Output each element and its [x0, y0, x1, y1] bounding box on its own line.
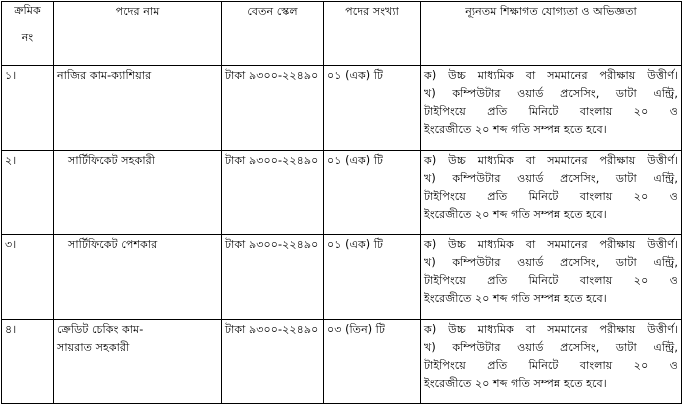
table-row: [2, 235, 682, 320]
qualification-line: ইংরেজীতে ২০ শব্দ গতি সম্পন্ন হতে হবে।: [424, 376, 607, 390]
qualification-cell: [421, 66, 682, 151]
qualification-line: খ) কম্পিউটার ওয়ার্ড প্রসেসিং, ডাটা এন্ট্রি,: [424, 171, 678, 185]
serial-cell: ২।: [2, 150, 54, 235]
qualification-line: ক) উচ্চ মাধ্যমিক বা সমমানের পরীক্ষায় উত্তীর্ণ।: [424, 153, 678, 167]
job-title-cell: [54, 66, 222, 151]
job-title-cell: [54, 235, 222, 320]
scale-header: বেতন স্কেল: [222, 2, 324, 66]
serial-header-line2: নং: [21, 30, 34, 44]
job-title-cell: [54, 150, 222, 235]
qualification-line: ক) উচ্চ মাধ্যমিক বা সমমানের পরীক্ষায় উত্তীর্ণ।: [424, 322, 678, 336]
qualification-header: ন্যূনতম শিক্ষাগত যোগ্যতা ও অভিজ্ঞতা: [421, 2, 682, 66]
post-count-cell: ০১ (এক) টি: [324, 150, 421, 235]
job-title-line2: সায়রাত সহকারী: [57, 340, 130, 354]
qualification-line: টাইপিংয়ে প্রতি মিনিটে বাংলায় ২০ ও: [424, 274, 678, 288]
title-header: পদের নাম: [54, 2, 222, 66]
qualification-line: ক) উচ্চ মাধ্যমিক বা সমমানের পরীক্ষায় উত্তীর্ণ।: [424, 69, 678, 82]
table-row: [2, 319, 682, 404]
qualification-line: টাইপিংয়ে প্রতি মিনিটে বাংলায় ২০ ও: [424, 189, 678, 203]
qualification-line: খ) কম্পিউটার ওয়ার্ড প্রসেসিং, ডাটা এন্ট্রি,: [424, 256, 678, 270]
qualification-line: ইংরেজীতে ২০ শব্দ গতি সম্পন্ন হতে হবে।: [424, 292, 607, 306]
pay-scale-cell: টাকা ৯৩০০-২২৪৯০: [222, 66, 324, 151]
job-title-line1: ক্রেডিট চেকিং কাম-: [57, 322, 144, 336]
table-row: [2, 66, 682, 151]
qualification-line: টাইপিংয়ে প্রতি মিনিটে বাংলায় ২০ ও: [424, 358, 678, 372]
qualification-line: টাইপিংয়ে প্রতি মিনিটে বাংলায় ২০ ও: [424, 105, 678, 119]
pay-scale-cell: টাকা ৯৩০০-২২৪৯০: [222, 235, 324, 320]
table-header-row: [2, 2, 682, 66]
qualification-line: খ) কম্পিউটার ওয়ার্ড প্রসেসিং, ডাটা এন্ট্রি,: [424, 87, 678, 101]
serial-header-line1: ক্রমিক: [14, 4, 41, 17]
job-title-line1: সার্টিফিকেট সহকারী: [68, 153, 155, 167]
job-title-line1: সার্টিফিকেট পেশকার: [68, 238, 158, 251]
job-title-line1: নাজির কাম-ক্যাশিয়ার: [57, 69, 152, 82]
job-vacancy-table: [1, 1, 682, 404]
qualification-cell: [421, 235, 682, 320]
qualification-line: ইংরেজীতে ২০ শব্দ গতি সম্পন্ন হতে হবে।: [424, 123, 607, 137]
table-row: [2, 150, 682, 235]
serial-cell: ১।: [2, 66, 54, 151]
qualification-cell: [421, 319, 682, 404]
serial-header: [2, 2, 54, 66]
qualification-line: ইংরেজীতে ২০ শব্দ গতি সম্পন্ন হতে হবে।: [424, 207, 607, 221]
post-count-cell: ০৩ (তিন) টি: [324, 319, 421, 404]
post-count-cell: ০১ (এক) টি: [324, 66, 421, 151]
post-count-cell: ০১ (এক) টি: [324, 235, 421, 320]
serial-cell: ৩।: [2, 235, 54, 320]
count-header: পদের সংখ্যা: [324, 2, 421, 66]
pay-scale-cell: টাকা ৯৩০০-২২৪৯০: [222, 150, 324, 235]
qualification-cell: [421, 150, 682, 235]
qualification-line: ক) উচ্চ মাধ্যমিক বা সমমানের পরীক্ষায় উত্তীর্ণ।: [424, 238, 678, 251]
serial-cell: ৪।: [2, 319, 54, 404]
job-title-cell: [54, 319, 222, 404]
qualification-line: খ) কম্পিউটার ওয়ার্ড প্রসেসিং, ডাটা এন্ট্রি,: [424, 340, 678, 354]
pay-scale-cell: টাকা ৯৩০০-২২৪৯০: [222, 319, 324, 404]
